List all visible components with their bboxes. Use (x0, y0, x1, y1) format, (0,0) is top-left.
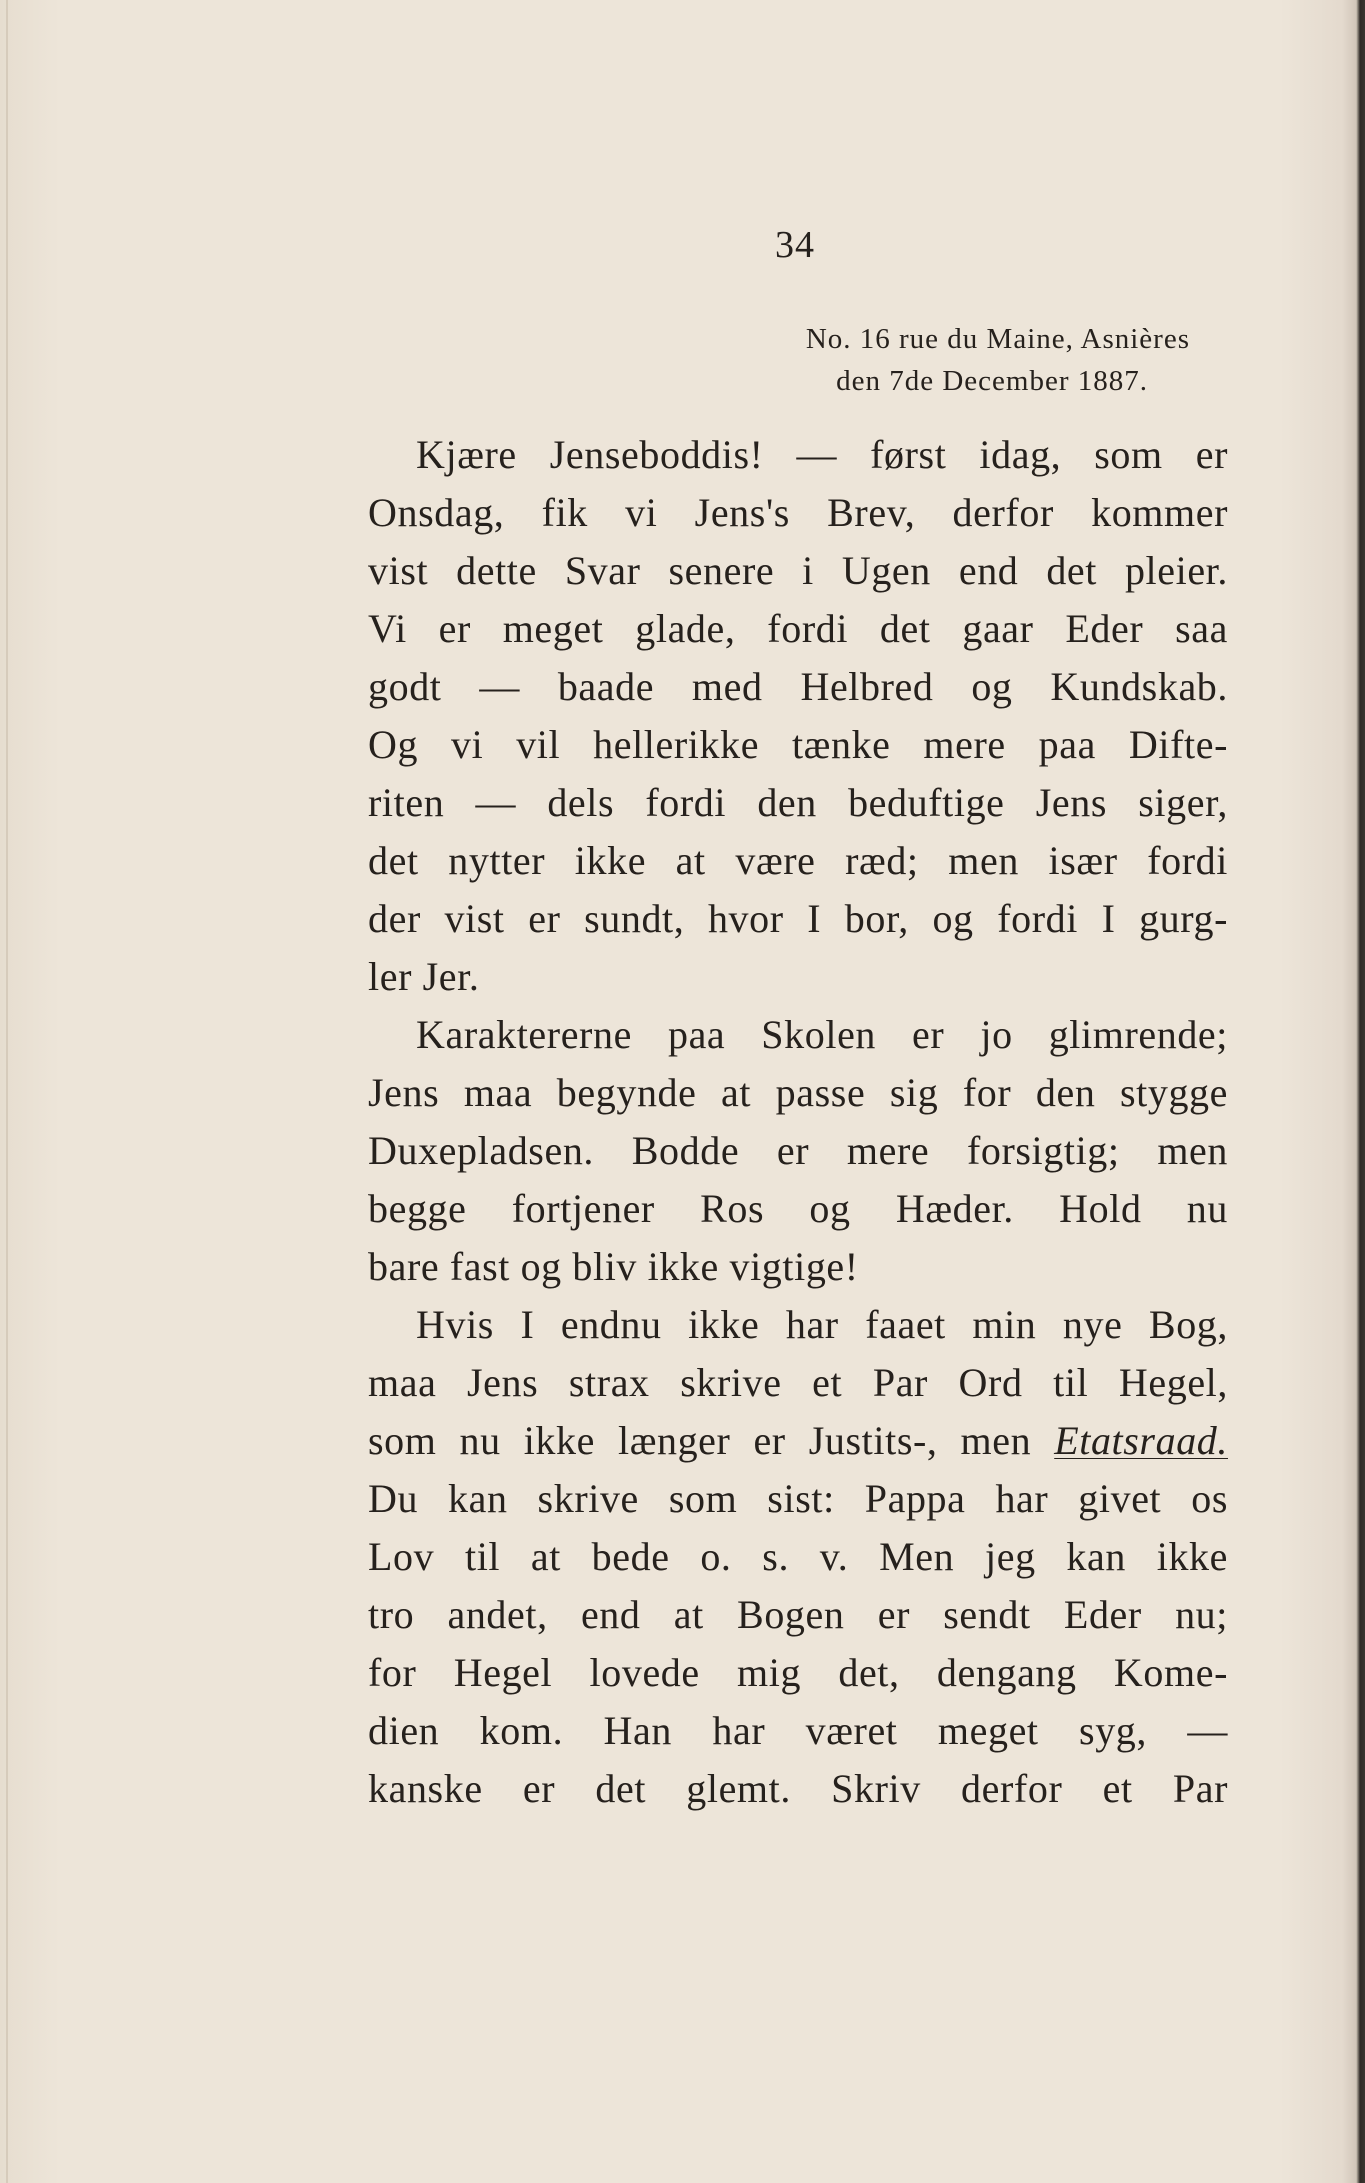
text-line: ler Jer. (368, 954, 480, 999)
text-line: Du kan skrive som sist: Pappa har givet os (368, 1476, 1228, 1521)
letter-dateline (560, 318, 1190, 402)
letter-body (368, 426, 1228, 1818)
text-line: Duxepladsen. Bodde er mere forsigtig; men (368, 1128, 1228, 1173)
text-line: godt — baade med Helbred og Kundskab. (368, 664, 1228, 709)
text-line: Vi er meget glade, fordi det gaar Eder saa (368, 606, 1228, 651)
text-line: maa Jens strax skrive et Par Ord til Hegel, (368, 1360, 1228, 1405)
text-line: Og vi vil hellerikke tænke mere paa Difte- (368, 722, 1228, 767)
page-left-edge (6, 0, 8, 2183)
page-right-edge (1356, 0, 1365, 2183)
text-line: Onsdag, fik vi Jens's Brev, derfor kommer (368, 490, 1228, 535)
text-line: riten — dels fordi den beduftige Jens siger, (368, 780, 1228, 825)
text-line: Lov til at bede o. s. v. Men jeg kan ikke (368, 1534, 1228, 1579)
text-line: dien kom. Han har været meget syg, — (368, 1708, 1228, 1753)
text-line: Karaktererne paa Skolen er jo glimrende; (416, 1012, 1228, 1057)
text-line: Kjære Jenseboddis! — først idag, som er (416, 432, 1228, 477)
text-line: Jens maa begynde at passe sig for den stygge (368, 1070, 1228, 1115)
text-line: det nytter ikke at være ræd; men især fordi (368, 838, 1228, 883)
text-line: vist dette Svar senere i Ugen end det pleier. (368, 548, 1228, 593)
text-line: begge fortjener Ros og Hæder. Hold nu (368, 1186, 1228, 1231)
dateline-address: No. 16 rue du Maine, Asnières (805, 323, 1190, 355)
text-line: Hvis I endnu ikke har faaet min nye Bog, (416, 1302, 1228, 1347)
text-line: tro andet, end at Bogen er sendt Eder nu; (368, 1592, 1228, 1637)
page-number: 34 (775, 224, 815, 266)
text-line: for Hegel lovede mig det, dengang Kome- (368, 1650, 1228, 1695)
text-line: kanske er det glemt. Skriv derfor et Par (368, 1766, 1228, 1811)
text-line-with-emphasis (368, 1412, 1228, 1470)
dateline-date: den 7de December 1887. (836, 365, 1148, 397)
text-line: der vist er sundt, hvor I bor, og fordi I gurg- (368, 896, 1228, 941)
text-segment: som nu ikke længer er Justits-, men (368, 1418, 1055, 1463)
page-gutter-shade (1342, 0, 1356, 2183)
text-line: bare fast og bliv ikke vigtige! (368, 1244, 859, 1289)
emphasized-word: Etatsraad. (1054, 1418, 1228, 1463)
